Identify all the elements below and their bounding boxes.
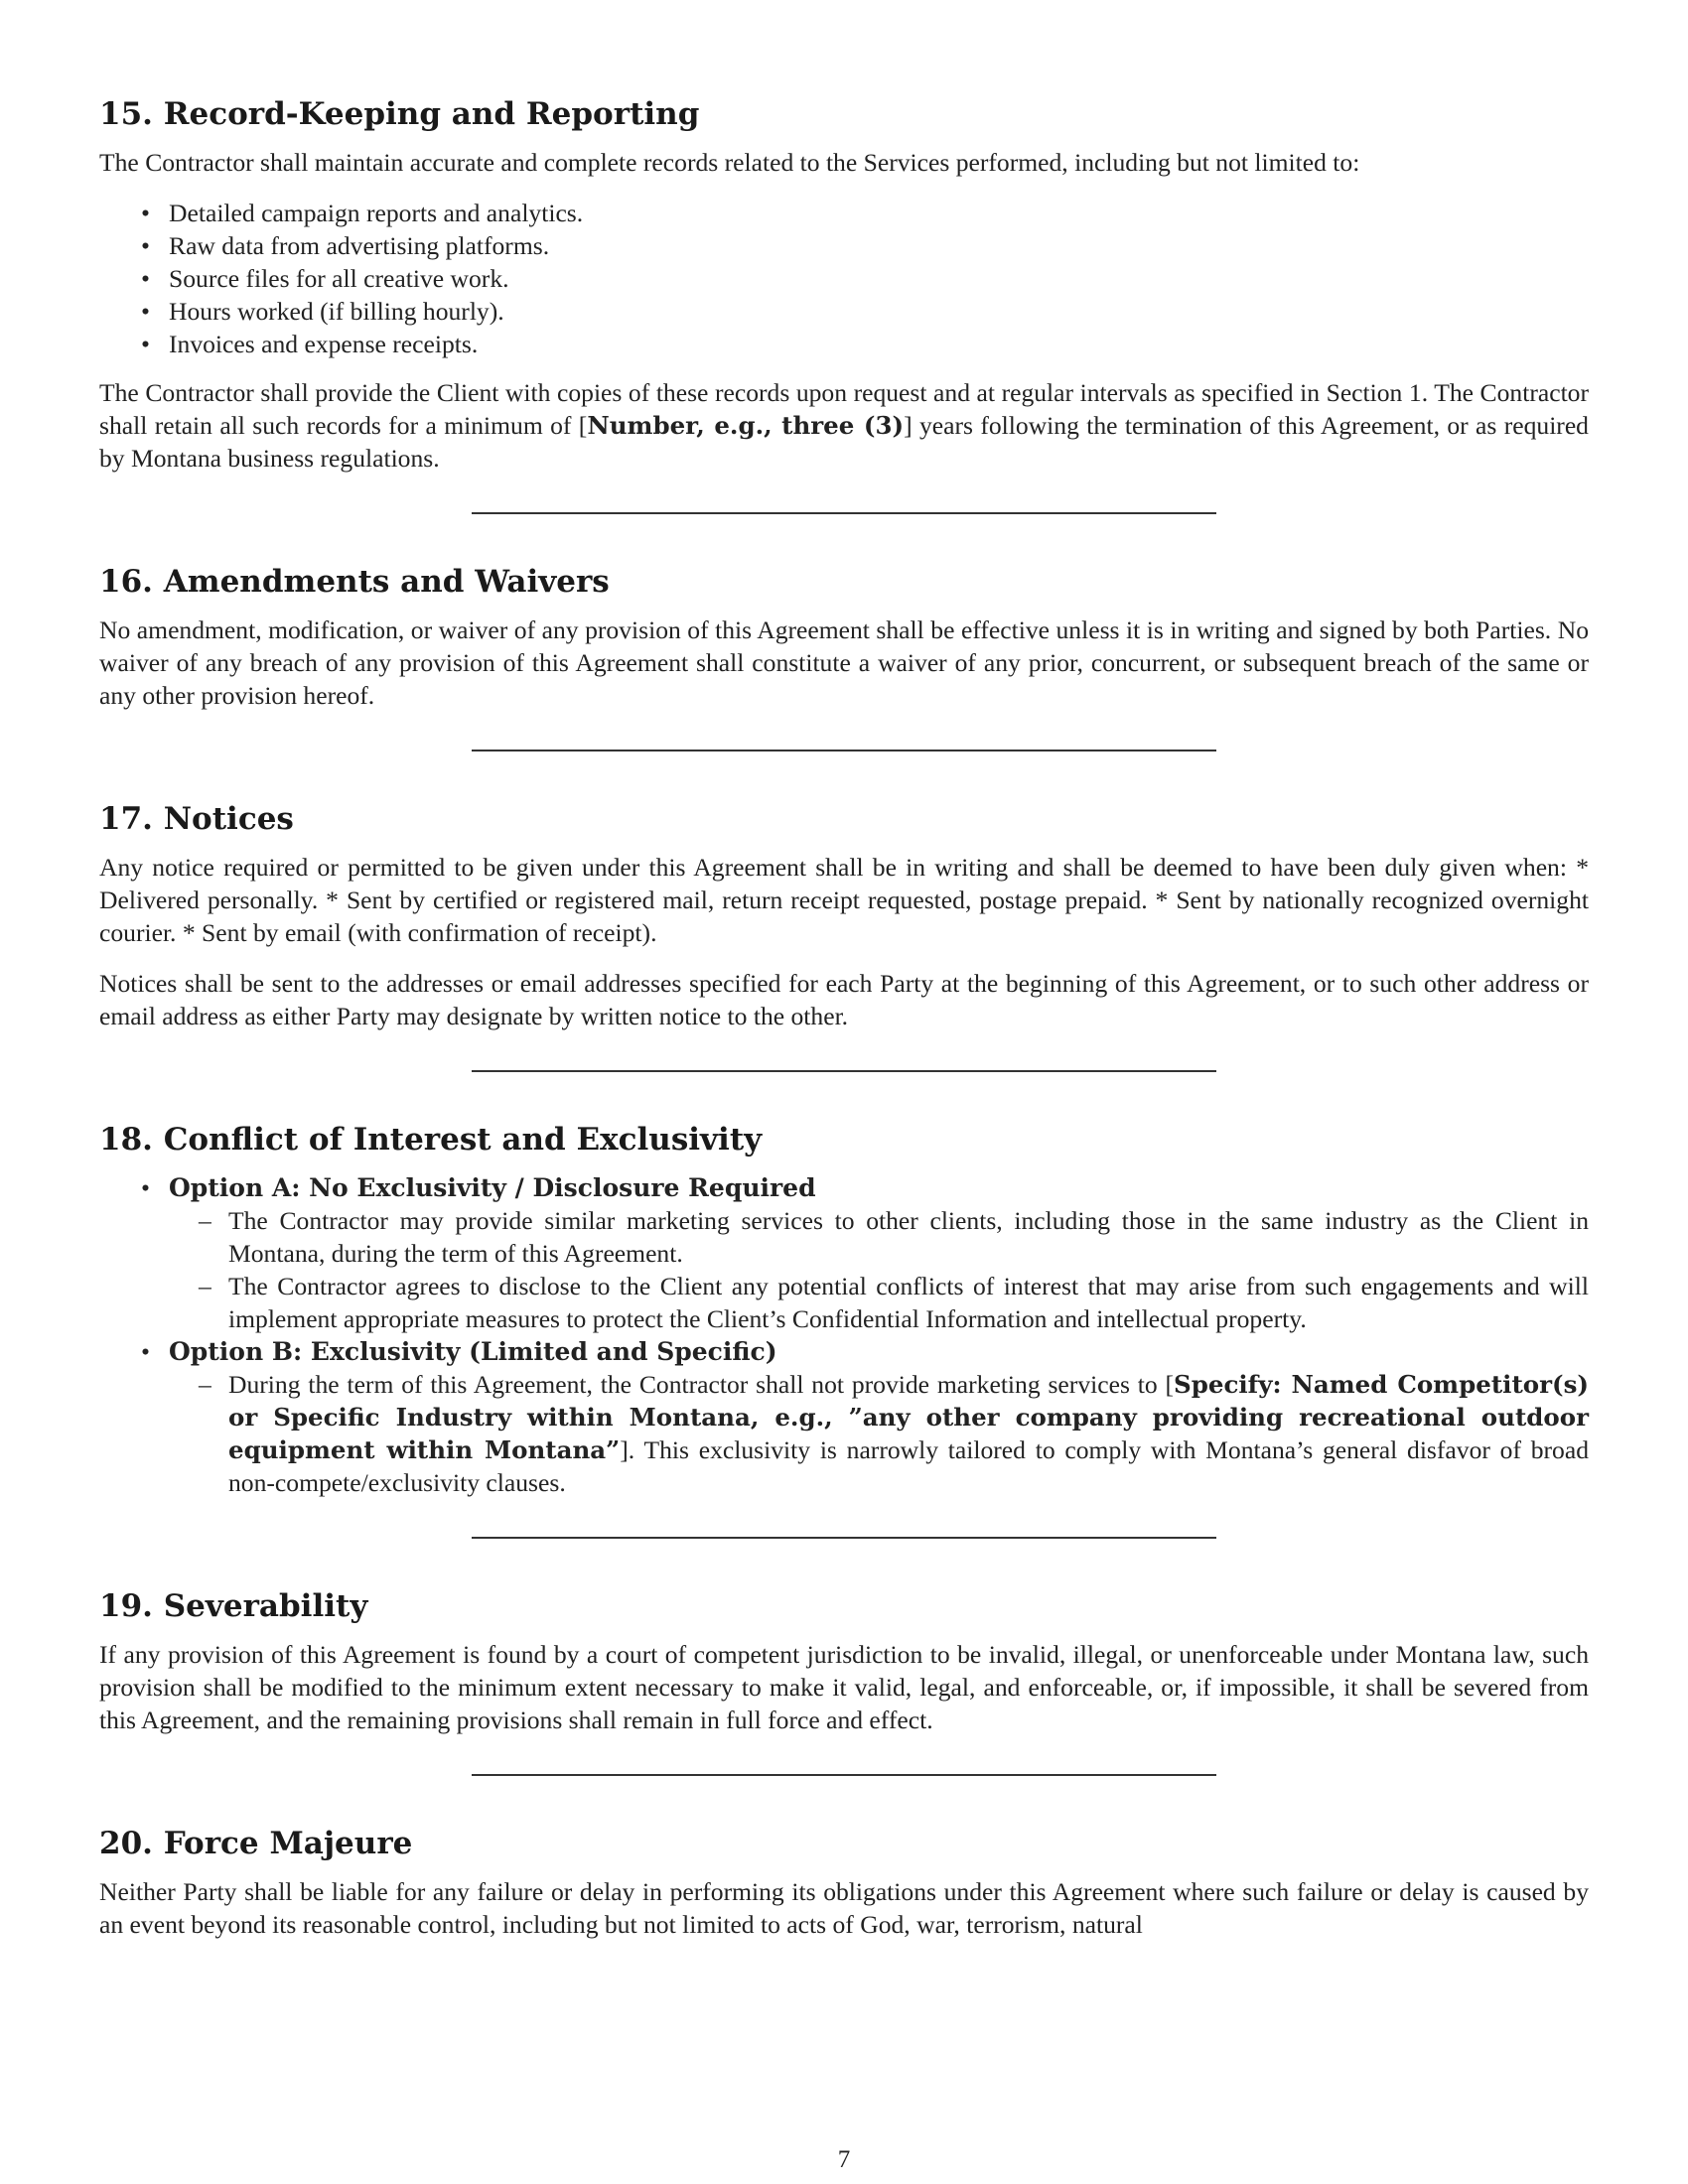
section-20-force-majeure xyxy=(99,1824,1589,1941)
section-17-notices xyxy=(99,799,1589,1032)
page-number: 7 xyxy=(837,2146,851,2173)
section-18-conflict-of-interest xyxy=(99,1120,1589,1499)
section-divider xyxy=(472,1537,1216,1539)
section-19-severability xyxy=(99,1586,1589,1736)
list-item: • Source files for all creative work. xyxy=(169,262,1589,295)
section-paragraph: Any notice required or permitted to be given under this Agreement shall be in writing and shall be deemed to have been duly given when: * Delivered personally. * Sent by certified or registered mail, return receipt requested, postage prepaid. * Sent by nationally recognized overnight courier. * Sent by email (with confirmation of receipt). xyxy=(99,853,1589,947)
section-paragraph: Notices shall be sent to the addresses or email addresses specified for each Party at the beginning of this Agreement, or to such other address or email address as either Party may designate by written notice to the other. xyxy=(99,969,1589,1030)
list-item: • Hours worked (if billing hourly). xyxy=(169,295,1589,328)
list-item: – The Contractor may provide similar marketing services to other clients, including those in the same industry as the Client in Montana, during the term of this Agreement. xyxy=(228,1204,1589,1270)
section-paragraph: The Contractor shall maintain accurate and complete records related to the Services performed, including but not limited to: xyxy=(99,148,1360,177)
options-list xyxy=(99,1171,1589,1499)
section-divider xyxy=(472,1774,1216,1776)
option-title: Option A: No Exclusivity / Disclosure Required xyxy=(169,1173,816,1202)
section-paragraph: If any provision of this Agreement is found by a court of competent jurisdiction to be invalid, illegal, or unenforceable under Montana law, such provision shall be modified to the minimum extent necessary to make it valid, legal, and enforceable, or, if impossible, it shall be severed from this Agreement, and the remaining provisions shall remain in full force and effect. xyxy=(99,1640,1589,1734)
placeholder-bold: Number, e.g., three (3) xyxy=(587,411,905,440)
text-run: ]. This exclusivity is narrowly tailored to comply with Montana’s general disfavor of broad non-compete/exclusivity clauses. xyxy=(228,1435,1589,1497)
list-item: • Raw data from advertising platforms. xyxy=(169,229,1589,262)
section-divider xyxy=(472,750,1216,751)
option-b xyxy=(169,1335,1589,1499)
section-heading: 15. Record-Keeping and Reporting xyxy=(99,96,700,132)
records-list xyxy=(99,197,1589,360)
placeholder-bold: Specify: Named Competitor(s) or Specific Industry within Montana, e.g., ”any other company providing recreational outdoor equipment within Montana” xyxy=(228,1370,1589,1464)
option-b-items xyxy=(169,1368,1589,1499)
section-heading: 20. Force Majeure xyxy=(99,1826,413,1861)
section-paragraph xyxy=(99,376,1589,475)
section-divider xyxy=(472,1070,1216,1072)
section-15-record-keeping xyxy=(99,94,1589,475)
section-heading: 17. Notices xyxy=(99,801,294,837)
list-item: – The Contractor agrees to disclose to the Client any potential conflicts of interest that may arise from such engagements and will implement appropriate measures to protect the Client’s Confidential Information and intellectual property. xyxy=(228,1270,1589,1335)
list-item: • Detailed campaign reports and analytics. xyxy=(169,197,1589,229)
section-heading: 18. Conflict of Interest and Exclusivity xyxy=(99,1122,763,1158)
section-paragraph: No amendment, modification, or waiver of any provision of this Agreement shall be effective unless it is in writing and signed by both Parties. No waiver of any breach of any provision of this Agreement shall constitute a waiver of any prior, concurrent, or subsequent breach of the same or any other provision hereof. xyxy=(99,615,1589,710)
list-item xyxy=(228,1368,1589,1499)
option-a-items xyxy=(169,1204,1589,1335)
section-16-amendments xyxy=(99,562,1589,712)
list-item: • Invoices and expense receipts. xyxy=(169,328,1589,360)
section-paragraph: Neither Party shall be liable for any failure or delay in performing its obligations under this Agreement where such failure or delay is caused by an event beyond its reasonable control, including but not limited to acts of God, war, terrorism, natural xyxy=(99,1877,1589,1939)
text-run: The Contractor shall provide the Client with copies of these records upon request and at regular intervals as specified in Section 1. The Contractor shall retain all such records for a minimum of [ xyxy=(99,378,1589,440)
document-page xyxy=(99,94,1589,1959)
text-run: During the term of this Agreement, the Contractor shall not provide marketing services to [ xyxy=(228,1370,1175,1399)
text-run: ] years following the termination of this Agreement, or as required by Montana business regulations. xyxy=(99,411,1589,473)
section-divider xyxy=(472,512,1216,514)
section-heading: 19. Severability xyxy=(99,1588,368,1624)
option-title: Option B: Exclusivity (Limited and Specific) xyxy=(169,1337,777,1366)
section-heading: 16. Amendments and Waivers xyxy=(99,564,610,600)
option-a xyxy=(169,1171,1589,1335)
